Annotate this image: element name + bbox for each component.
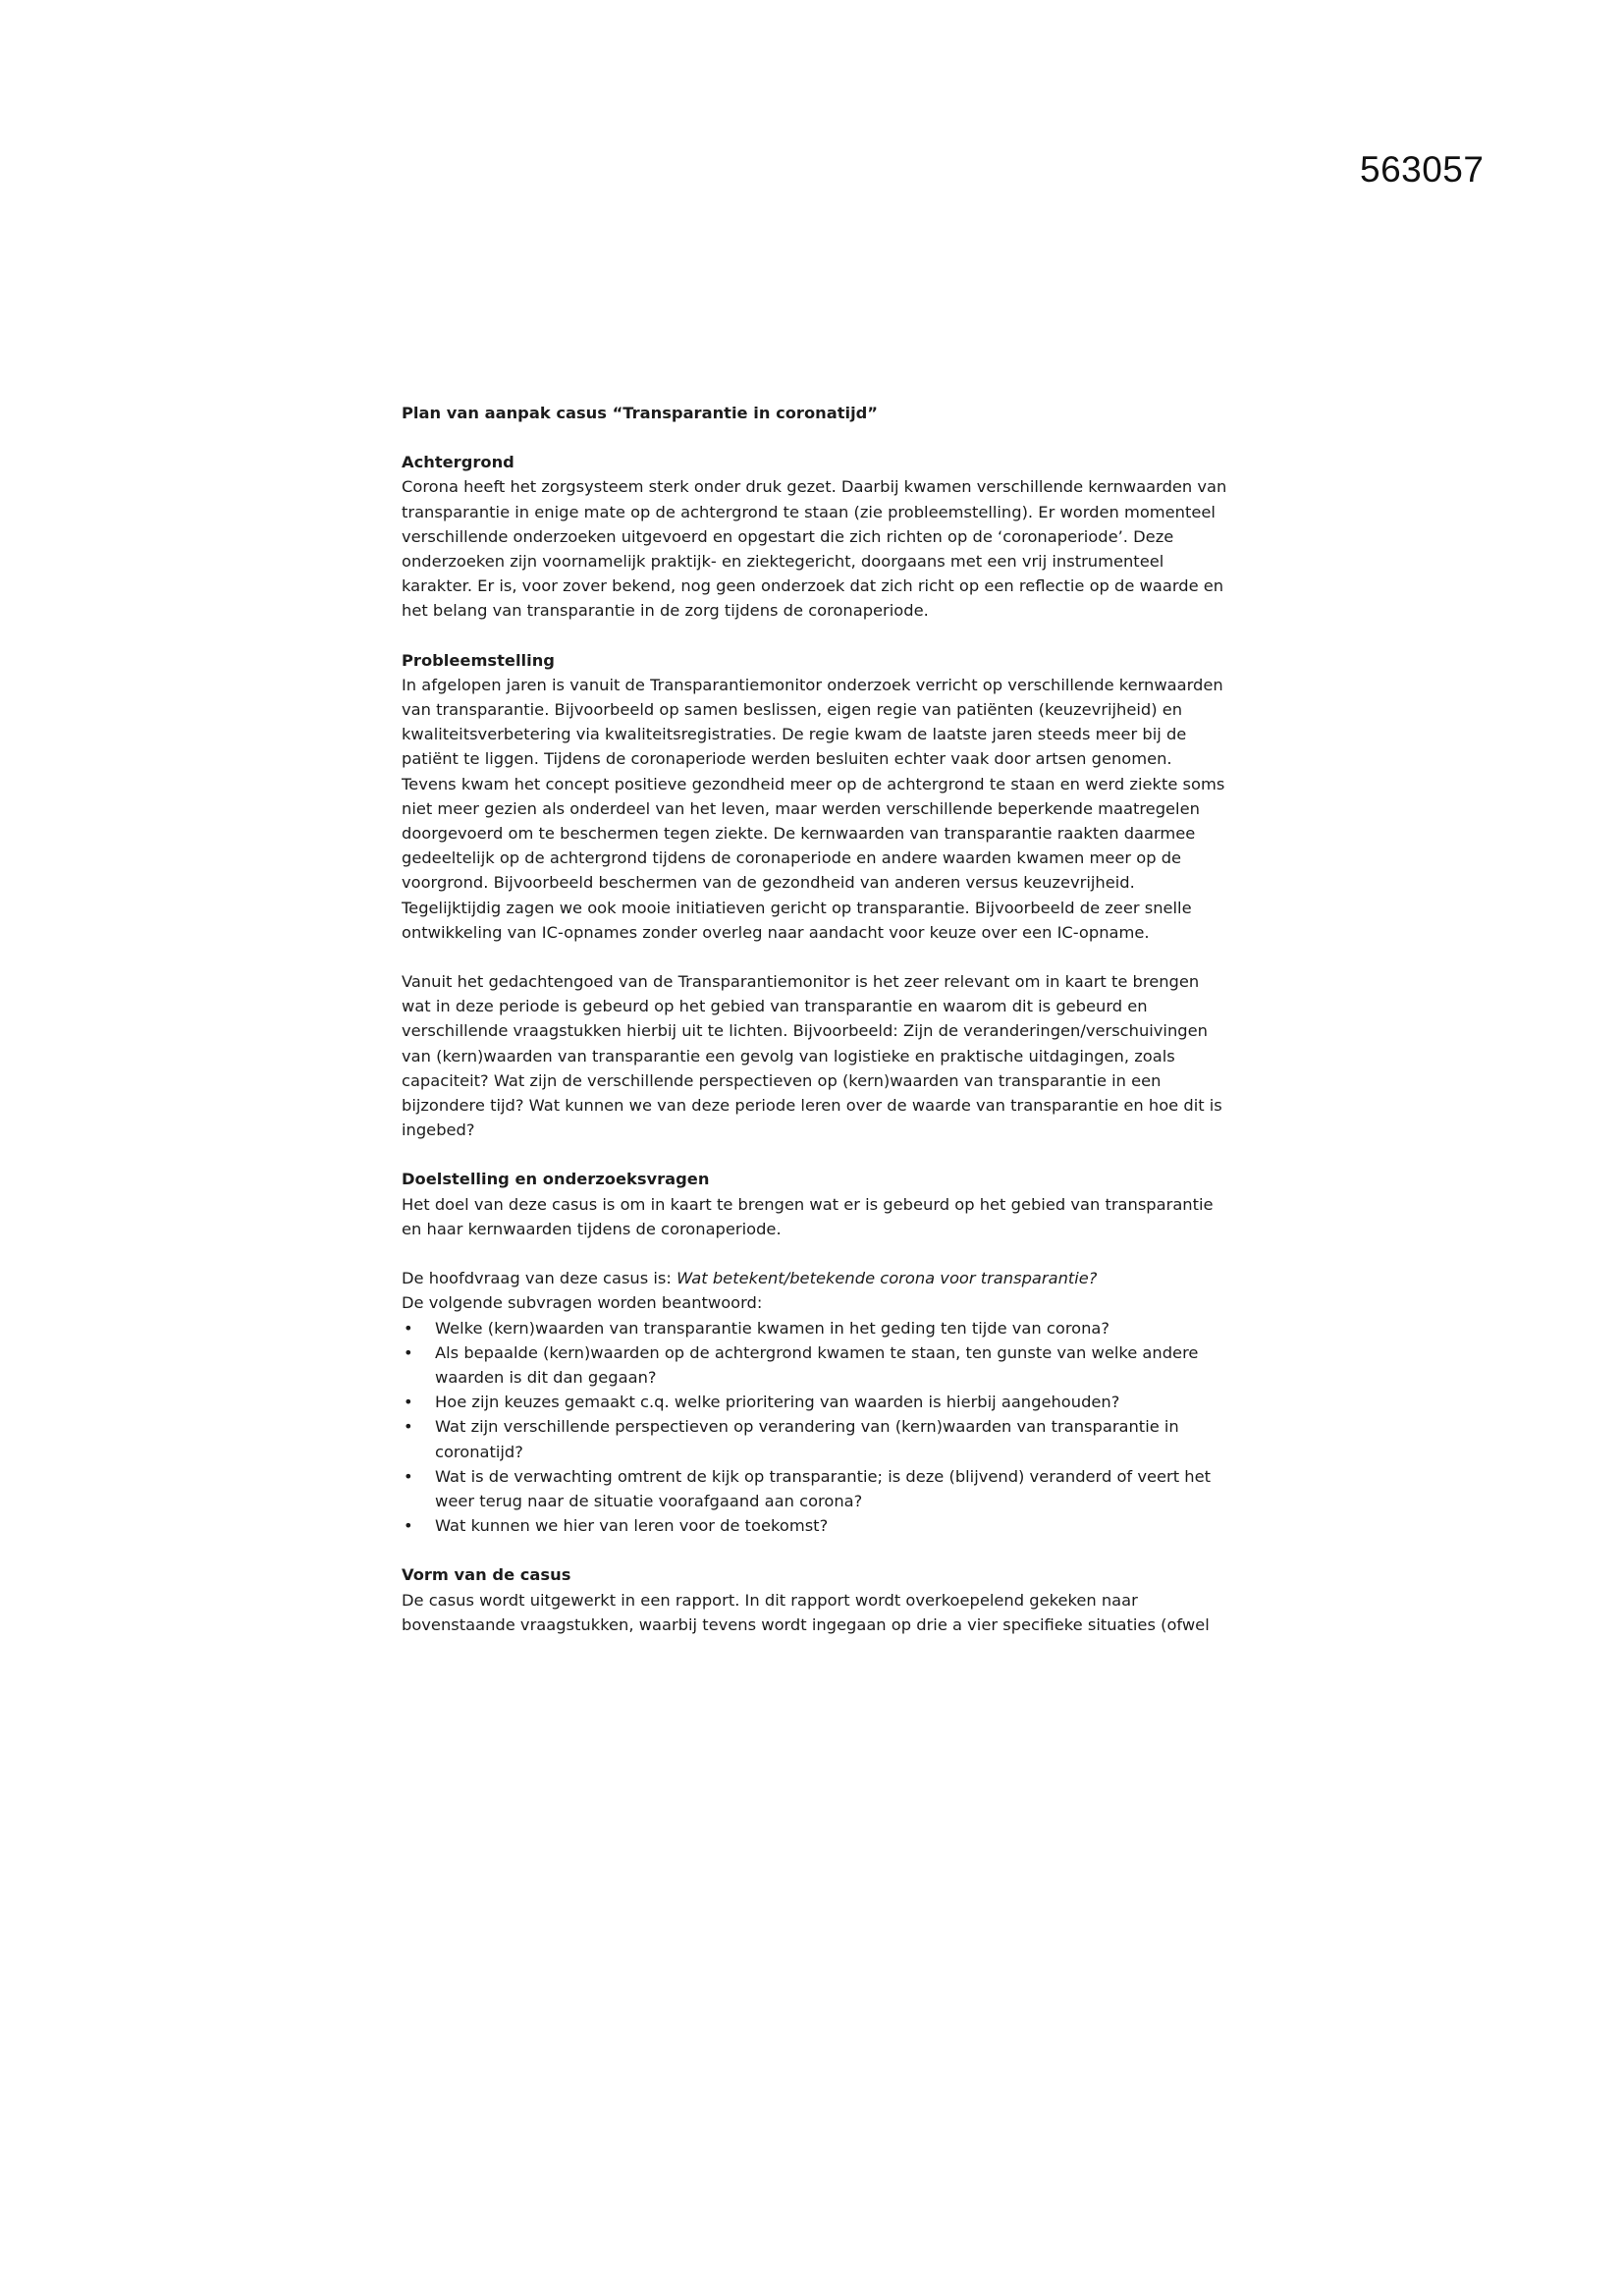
section-vorm-van-de-casus: [402, 1562, 1231, 1637]
subquestion-text: Wat is de verwachting omtrent de kijk op transparantie; is deze (blijvend) veranderd of veert het weer terug naar de situatie voorafgaand aan corona?: [435, 1466, 1211, 1510]
bullet-icon: •: [404, 1393, 413, 1412]
section-probleemstelling: [402, 648, 1231, 1143]
bullet-icon: •: [404, 1466, 413, 1486]
section-heading: Vorm van de casus: [402, 1565, 571, 1585]
list-item: [402, 1414, 1231, 1463]
subquestion-text: Hoe zijn keuzes gemaakt c.q. welke prioritering van waarden is hierbij aangehouden?: [435, 1393, 1120, 1412]
list-item: [402, 1390, 1231, 1414]
section-doelstelling: [402, 1167, 1231, 1538]
document-number: 563057: [1360, 149, 1485, 190]
section-heading: Probleemstelling: [402, 650, 555, 670]
list-item: [402, 1340, 1231, 1390]
subquestion-text: Wat zijn verschillende perspectieven op verandering van (kern)waarden van transparantie in coronatijd?: [435, 1417, 1179, 1461]
subquestion-text: Wat kunnen we hier van leren voor de toekomst?: [435, 1516, 829, 1536]
subquestion-text: Welke (kern)waarden van transparantie kwamen in het geding ten tijde van corona?: [435, 1318, 1110, 1338]
bullet-icon: •: [404, 1318, 413, 1338]
list-item: [402, 1464, 1231, 1513]
document-title: Plan van aanpak casus “Transparantie in coronatijd”: [402, 404, 879, 422]
list-item: [402, 1513, 1231, 1538]
subquestion-text: Als bepaalde (kern)waarden op de achtergrond kwamen te staan, ten gunste van welke andere waarden is dit dan gegaan?: [435, 1342, 1199, 1387]
document-body: [402, 401, 1231, 1662]
section-heading: Achtergrond: [402, 453, 514, 472]
paragraph: Vanuit het gedachtengoed van de Transparantiemonitor is het zeer relevant om in kaart te brengen wat in deze periode is gebeurd op het gebied van transparantie en waarom dit is gebeurd en verschillende vraagstukken hierbij uit te lichten. Bijvoorbeeld: Zijn de veranderingen/verschuivingen van (kern)waarden van transparantie een gevolg van logistieke en praktische uitdagingen, zoals capaciteit? Wat zijn de verschillende perspectieven op (kern)waarden van transparantie in een bijzondere tijd? Wat kunnen we van deze periode leren over de waarde van transparantie en hoe dit is ingebed?: [402, 972, 1222, 1140]
list-item: [402, 1316, 1231, 1340]
main-question: Wat betekent/betekende corona voor transparantie?: [676, 1269, 1098, 1288]
paragraph: Het doel van deze casus is om in kaart te brengen wat er is gebeurd op het gebied van transparantie en haar kernwaarden tijdens de coronaperiode.: [402, 1194, 1214, 1238]
subquestion-list: [402, 1316, 1231, 1539]
paragraph: In afgelopen jaren is vanuit de Transparantiemonitor onderzoek verricht op verschillende kernwaarden van transparantie. Bijvoorbeeld op samen beslissen, eigen regie van patiënten (keuzevrijheid) en kwaliteitsverbetering via kwaliteitsregistraties. De regie kwam de laatste jaren steeds meer bij de patiënt te liggen. Tijdens de coronaperiode werden besluiten echter vaak door artsen genomen. Tevens kwam het concept positieve gezondheid meer op de achtergrond te staan en werd ziekte soms niet meer gezien als onderdeel van het leven, maar werden verschillende beperkende maatregelen doorgevoerd om te beschermen tegen ziekte. De kernwaarden van transparantie raakten daarmee gedeeltelijk op de achtergrond tijdens de coronaperiode en andere waarden kwamen meer op de voorgrond. Bijvoorbeeld beschermen van de gezondheid van anderen versus keuzevrijheid. Tegelijktijdig zagen we ook mooie initiatieven gericht op transparantie. Bijvoorbeeld de zeer snelle ontwikkeling van IC-opnames zonder overleg naar aandacht voor keuze over een IC-opname.: [402, 675, 1225, 942]
paragraph: Corona heeft het zorgsysteem sterk onder druk gezet. Daarbij kwamen verschillende kernwaarden van transparantie in enige mate op de achtergrond te staan (zie probleemstelling). Er worden momenteel verschillende onderzoeken uitgevoerd en opgestart die zich richten op de ‘coronaperiode’. Deze onderzoeken zijn voornamelijk praktijk- en ziektegericht, doorgaans met een vrij instrumenteel karakter. Er is, voor zover bekend, nog geen onderzoek dat zich richt op een reflectie op de waarde en het belang van transparantie in de zorg tijdens de coronaperiode.: [402, 477, 1227, 621]
main-question-prefix: De hoofdvraag van deze casus is:: [402, 1269, 677, 1288]
bullet-icon: •: [404, 1417, 413, 1437]
paragraph: De casus wordt uitgewerkt in een rapport. In dit rapport wordt overkoepelend gekeken naar bovenstaande vraagstukken, waarbij tevens wordt ingegaan op drie a vier specifieke situaties (ofwel: [402, 1590, 1210, 1634]
subquestions-intro: De volgende subvragen worden beantwoord:: [402, 1293, 763, 1313]
bullet-icon: •: [404, 1516, 413, 1536]
section-achtergrond: [402, 450, 1231, 623]
section-heading: Doelstelling en onderzoeksvragen: [402, 1170, 710, 1189]
main-question-line: [402, 1266, 1231, 1290]
bullet-icon: •: [404, 1342, 413, 1362]
